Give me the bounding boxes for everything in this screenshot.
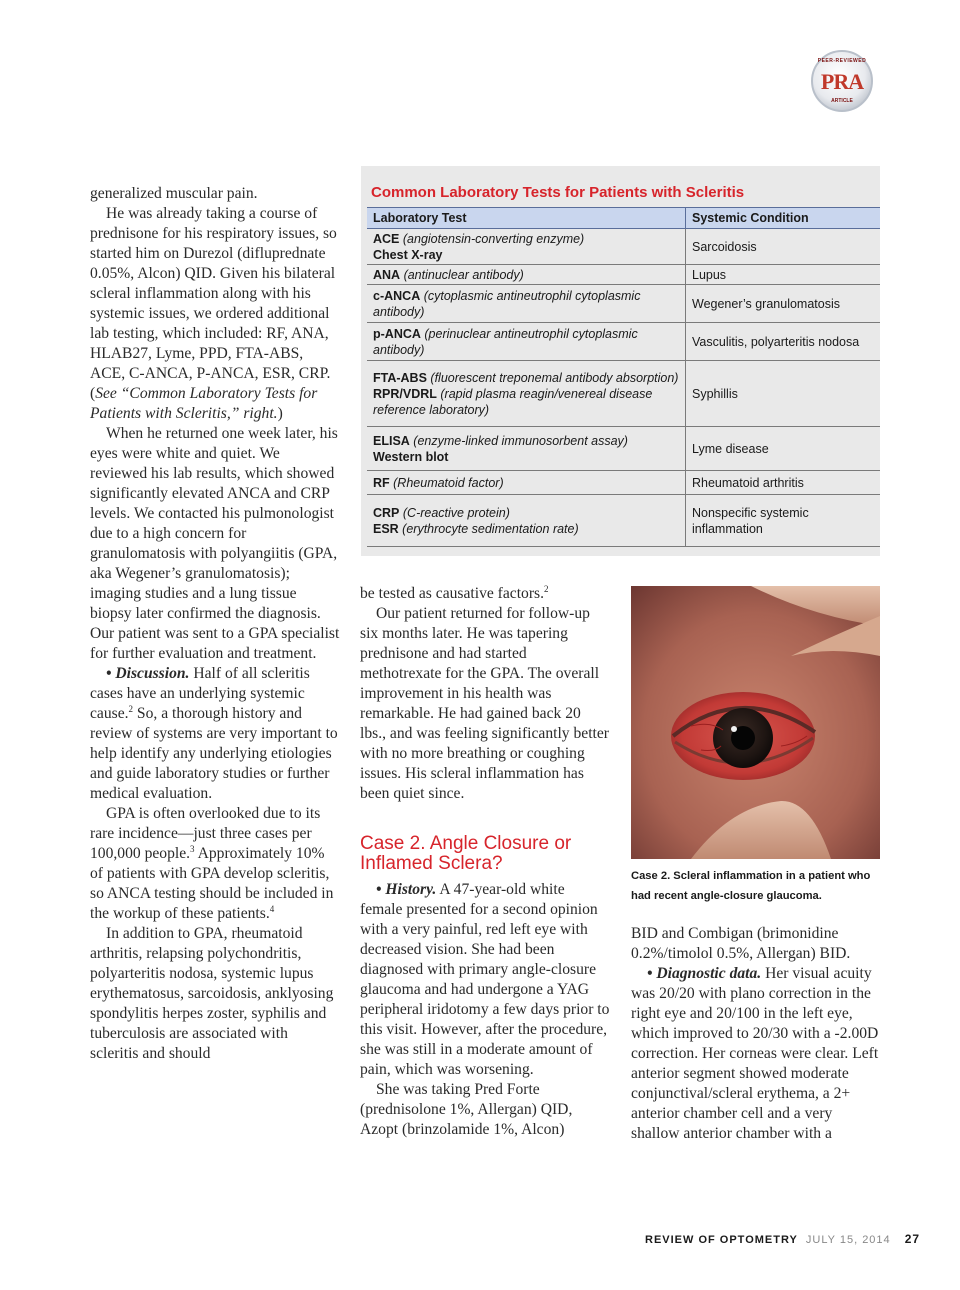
paragraph: generalized muscular pain. <box>90 185 258 202</box>
badge-bottom-text: ARTICLE <box>831 98 853 104</box>
inflamed-eye-photo <box>631 586 880 859</box>
condition-cell: Sarcoidosis <box>686 229 881 265</box>
paragraph: She was taking Pred Forte (prednisolone 1%, Allergan) QID, Azopt (brinzolamide 1%, Alcon) <box>360 1081 573 1138</box>
paragraph: In addition to GPA, rheumatoid arthritis, relapsing polychondritis, polyarteritis nodosa, systemic lupus erythematosus, sarcoidosis, anklyosing spondylitis herpes zoster, syphilis and tuberculosis are associated with scleritis and should <box>90 925 334 1062</box>
paragraph: • History. A 47-year-old white female presented for a second opinion with a very painful, red left eye with decreased vision. She had been diagnosed with primary angle-closure glaucoma and had undergone a YAG peripheral iridotomy a few days prior to this visit. However, after the procedure, she was still in a moderate amount of pain, which was worsening. <box>360 881 610 1078</box>
condition-cell: Syphillis <box>686 361 881 427</box>
test-cell: ACE (angiotensin-converting enzyme) Chest X-ray <box>367 229 686 265</box>
condition-cell: Nonspecific systemic inflammation <box>686 495 881 547</box>
sidebar-reference: See “Common Laboratory Tests for Patients with Scleritis,” right. <box>90 385 318 422</box>
test-cell: RF (Rheumatoid factor) <box>367 471 686 495</box>
test-cell: FTA-ABS (fluorescent treponemal antibody absorption) RPR/VDRL (rapid plasma reagin/venereal disease reference laboratory) <box>367 361 686 427</box>
table-row <box>367 229 880 265</box>
badge-top-text: PEER-REVIEWED <box>817 58 867 64</box>
issue-date: JULY 15, 2014 <box>805 1234 891 1246</box>
page-number: 27 <box>904 1232 921 1246</box>
table-title: Common Laboratory Tests for Patients with Scleritis <box>371 184 745 201</box>
table-row <box>367 495 880 547</box>
test-cell: p-ANCA (perinuclear antineutrophil cytoplasmic antibody) <box>367 323 686 361</box>
condition-cell: Vasculitis, polyarteritis nodosa <box>686 323 881 361</box>
paragraph: When he returned one week later, his eyes were white and quiet. We reviewed his lab results, which showed significantly elevated ANCA and CRP levels. We contacted his pulmonologist due to a high concern for granulomatosis with polyangiitis (GPA, aka Wegener’s granulomatosis); imaging studies and a lung tissue biopsy later confirmed the diagnosis. Our patient was sent to a GPA specialist for further evaluation and treatment. <box>90 425 340 662</box>
photo-caption: Case 2. Scleral inflammation in a patient who had recent angle-closure glaucoma. <box>631 870 871 902</box>
table-row <box>367 471 880 495</box>
article-column-2 <box>360 584 610 1140</box>
table-header-row <box>367 208 880 229</box>
condition-cell: Lyme disease <box>686 427 881 471</box>
condition-cell: Rheumatoid arthritis <box>686 471 881 495</box>
paragraph: Our patient returned for follow-up six months later. He was tapering prednisone and had started methotrexate for the GPA. The overall improvement in his health was remarkable. He had gained back 20 lbs., and was feeling significantly better with no more breathing or coughing issues. His scleral inflammation has been quiet since. <box>360 605 609 802</box>
test-cell: ANA (antinuclear antibody) <box>367 265 686 285</box>
paragraph: • Diagnostic data. Her visual acuity was 20/20 with plano correction in the right eye and 20/100 in the left eye, which improved to 20/30 with a -2.00D correction. Her corneas were clear. Left anterior segment showed moderate conjunctival/scleral erythema, a 2+ anterior chamber cell and a very shallow anterior chamber with a <box>631 965 879 1142</box>
section-lead-discussion: • Discussion. <box>106 665 190 682</box>
case-2-heading: Case 2. Angle Closure or Inflamed Sclera? <box>360 833 572 874</box>
article-column-1 <box>90 184 340 1064</box>
publication-name: REVIEW OF OPTOMETRY <box>645 1234 798 1246</box>
column-header: Laboratory Test <box>367 208 686 229</box>
article-column-3 <box>631 924 881 1144</box>
condition-cell: Wegener’s granulomatosis <box>686 285 881 323</box>
lab-tests-table <box>367 207 880 547</box>
peer-reviewed-badge <box>811 50 873 112</box>
paragraph: He was already taking a course of prednisone for his respiratory issues, so started him on Durezol (difluprednate 0.05%, Alcon) QID. Given his bilateral scleral inflammation along with his systemic issues, we ordered additional lab testing, which included: RF, ANA, HLAB27, Lyme, PPD, FTA-ABS, ACE, C-ANCA, P-ANCA, ESR, CRP. (See “Common Laboratory Tests for Patients with Scleritis,” right.) <box>90 205 337 422</box>
table-row <box>367 361 880 427</box>
page-footer <box>645 1232 920 1246</box>
lab-tests-sidebar <box>361 166 880 556</box>
condition-cell: Lupus <box>686 265 881 285</box>
eye-illustration <box>631 586 880 859</box>
test-cell: CRP (C-reactive protein) ESR (erythrocyte sedimentation rate) <box>367 495 686 547</box>
table-row <box>367 285 880 323</box>
test-cell: c-ANCA (cytoplasmic antineutrophil cytoplasmic antibody) <box>367 285 686 323</box>
paragraph: be tested as causative factors.$^2$ <box>360 583 549 602</box>
test-cell: ELISA (enzyme-linked immunosorbent assay) Western blot <box>367 427 686 471</box>
table-row <box>367 323 880 361</box>
column-header: Systemic Condition <box>686 208 881 229</box>
badge-logo-text: PRA <box>820 69 864 94</box>
table-row <box>367 427 880 471</box>
table-row <box>367 265 880 285</box>
section-lead-diagnostic: • Diagnostic data. <box>647 965 762 982</box>
paragraph: GPA is often overlooked due to its rare incidence—just three cases per 100,000 people.$^3$ Approximately 10% of patients with GPA develop scleritis, so ANCA testing should be included in the workup of these patients.$^4$ <box>90 805 334 922</box>
paragraph: BID and Combigan (brimonidine 0.2%/timolol 0.5%, Allergan) BID. <box>631 925 851 962</box>
section-lead-history: • History. <box>376 881 437 898</box>
paragraph: • Discussion. Half of all scleritis cases have an underlying systemic cause.$^2$ So, a thorough history and review of systems are very important to help identify any underlying etiologies and guide laboratory studies or further medical evaluation. <box>90 665 338 802</box>
